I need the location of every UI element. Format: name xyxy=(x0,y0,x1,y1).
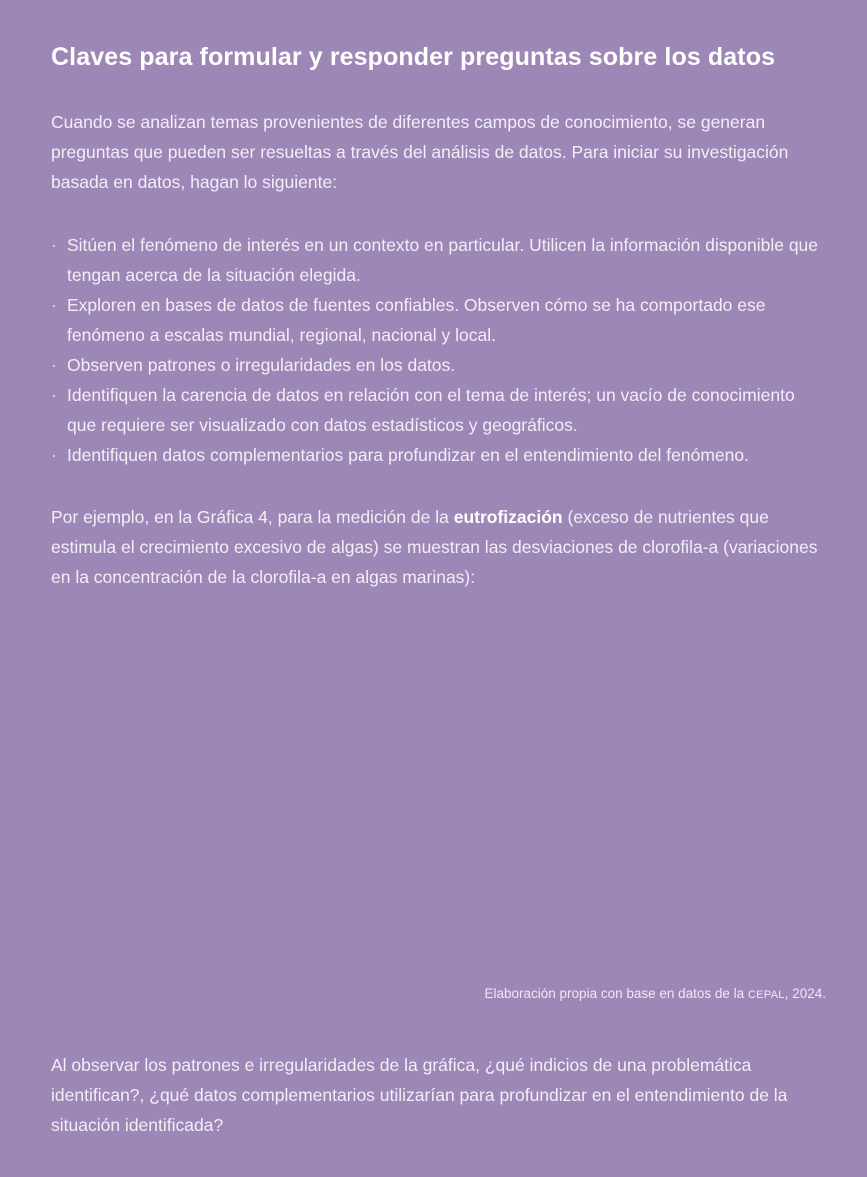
caption-text-after: , 2024. xyxy=(784,986,826,1001)
bullet-dot-icon: · xyxy=(51,295,57,315)
list-item xyxy=(51,350,826,380)
list-item xyxy=(51,290,826,350)
list-item xyxy=(51,380,826,440)
bullet-dot-icon: · xyxy=(51,235,57,255)
example-text-after: (exceso de nutrientes que estimula el crecimiento excesivo de algas) se muestran las desviaciones de clorofila-a (variaciones en la concentración de la clorofila-a en algas marinas): xyxy=(51,507,818,587)
list-item-label: Observen patrones o irregularidades en los datos. xyxy=(67,355,456,375)
intro-paragraph: Cuando se analizan temas provenientes de diferentes campos de conocimiento, se generan preguntas que pueden ser resueltas a través del análisis de datos. Para iniciar su investigación basada en datos, hagan lo siguiente: xyxy=(51,112,789,192)
page-title: Claves para formular y responder preguntas sobre los datos xyxy=(51,43,776,71)
figure-caption xyxy=(51,985,826,1004)
bullet-dot-icon: · xyxy=(51,385,57,405)
list-item-label: Sitúen el fenómeno de interés en un contexto en particular. Utilicen la información disponible que tengan acerca de la situación elegida. xyxy=(67,235,819,285)
example-paragraph xyxy=(51,470,826,592)
caption-source: CEPAL xyxy=(747,989,785,1001)
list-item-label: Identifiquen datos complementarios para profundizar en el entendimiento del fenómeno. xyxy=(67,445,749,465)
caption-text-before: Elaboración propia con base en datos de la xyxy=(484,986,748,1001)
closing-question-paragraph: Al observar los patrones e irregularidades de la gráfica, ¿qué indicios de una problemática identifican?, ¿qué datos complementarios utilizarían para profundizar en el entendimiento de la situación identificada? xyxy=(51,1055,788,1135)
eutrofizacion-term: eutrofización xyxy=(453,507,563,527)
bullet-dot-icon: · xyxy=(51,355,57,375)
bullet-dot-icon: · xyxy=(51,445,57,465)
list-item xyxy=(51,440,826,470)
list-item-label: Exploren en bases de datos de fuentes confiables. Observen cómo se ha comportado ese fenómeno a escalas mundial, regional, nacional y local. xyxy=(67,295,766,345)
list-item-label: Identifiquen la carencia de datos en relación con el tema de interés; un vacío de conocimiento que requiere ser visualizado con datos estadísticos y geográficos. xyxy=(67,385,795,435)
figure-placeholder xyxy=(51,592,826,985)
list-item xyxy=(51,230,826,290)
example-text-before: Por ejemplo, en la Gráfica 4, para la medición de la xyxy=(51,507,454,527)
instructions-list xyxy=(51,197,826,470)
content-column xyxy=(51,0,826,1140)
